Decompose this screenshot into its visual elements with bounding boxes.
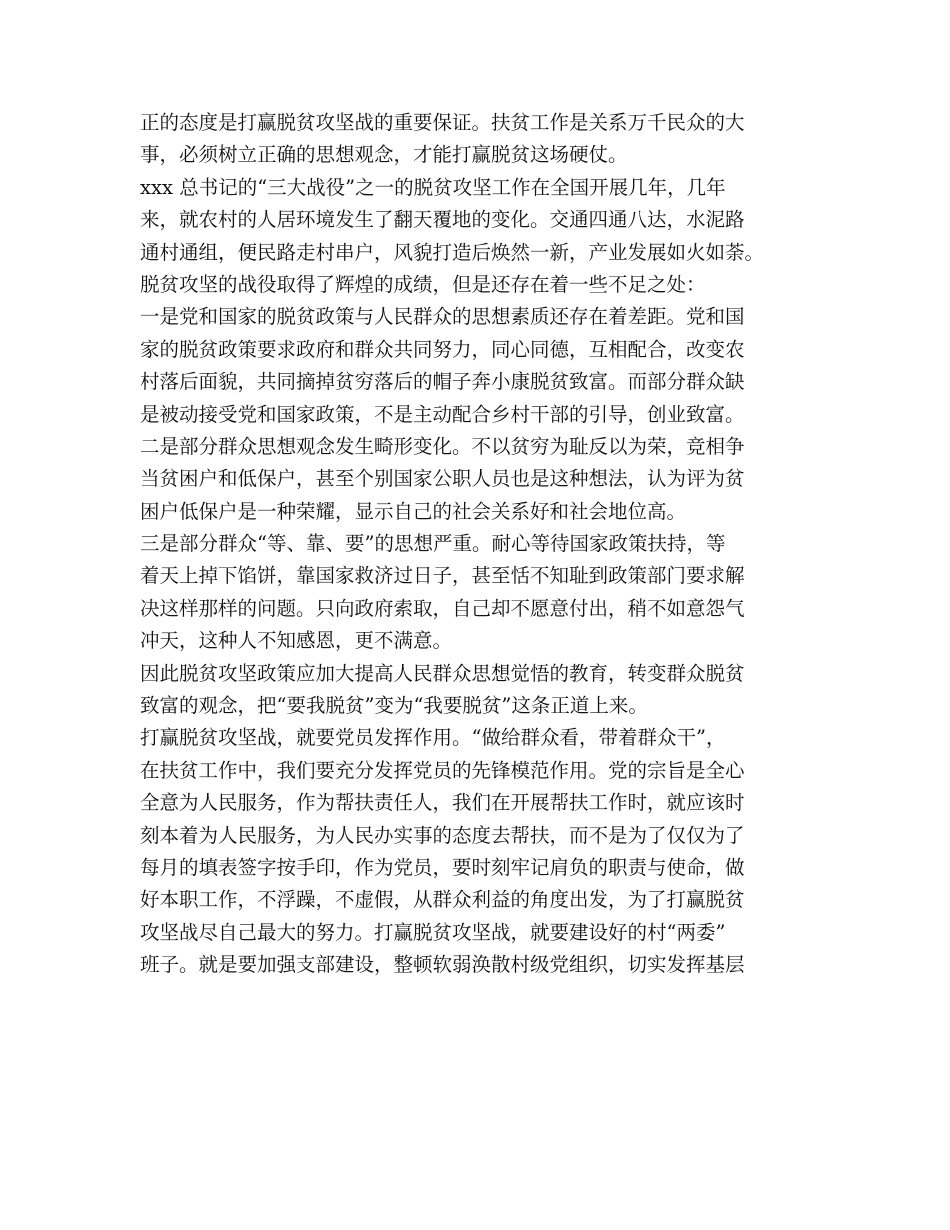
text-line: 在扶贫工作中，我们要充分发挥党员的先锋模范作用。党的宗旨是全心 [140, 758, 745, 782]
text-line: 全意为人民服务，作为帮扶责任人，我们在开展帮扶工作时，就应该时 [140, 791, 745, 815]
text-line: 攻坚战尽自己最大的努力。打赢脱贫攻坚战，就要建设好的村“两委” [140, 920, 726, 944]
text-line: 着天上掉下馅饼，靠国家救济过日子，甚至恬不知耻到政策部门要求解 [140, 564, 745, 588]
text-line: 每月的填表签字按手印，作为党员，要时刻牢记肩负的职责与使命，做 [140, 855, 745, 879]
text-line: 是被动接受党和国家政策，不是主动配合乡村干部的引导，创业致富。 [140, 402, 745, 426]
text-line: 二是部分群众思想观念发生畸形变化。不以贫穷为耻反以为荣，竞相争 [140, 434, 745, 458]
text-line: 当贫困户和低保户，甚至个别国家公职人员也是这种想法，认为评为贫 [140, 467, 745, 491]
text-line: 正的态度是打赢脱贫攻坚战的重要保证。扶贫工作是关系万千民众的大 [140, 111, 745, 134]
text-line: 来，就农村的人居环境发生了翻天覆地的变化。交通四通八达，水泥路 [140, 208, 745, 232]
text-line: 三是部分群众“等、靠、要”的思想严重。耐心等待国家政策扶持，等 [140, 532, 726, 556]
text-line: 困户低保户是一种荣耀，显示自己的社会关系好和社会地位高。 [140, 499, 687, 523]
text-line: 刻本着为人民服务，为人民办实事的态度去帮扶，而不是为了仅仅为了 [140, 823, 745, 847]
text-line: 因此脱贫攻坚政策应加大提高人民群众思想觉悟的教育，转变群众脱贫 [140, 661, 745, 685]
text-line: 冲天，这种人不知感恩，更不满意。 [140, 629, 453, 653]
text-line: 决这样那样的问题。只向政府索取，自己却不愿意付出，稍不如意怨气 [140, 596, 745, 620]
text-line: 事，必须树立正确的思想观念，才能打赢脱贫这场硬仗。 [140, 143, 628, 167]
text-line: 村落后面貌，共同摘掉贫穷落后的帽子奔小康脱贫致富。而部分群众缺 [140, 370, 745, 394]
text-line: 打赢脱贫攻坚战，就要党员发挥作用。“做给群众看，带着群众干”， [140, 726, 726, 750]
text-line: 家的脱贫政策要求政府和群众共同努力，同心同德，互相配合，改变农 [140, 337, 745, 361]
text-line: 脱贫攻坚的战役取得了辉煌的成绩，但是还存在着一些不足之处： [140, 272, 706, 296]
body-text [140, 107, 830, 982]
text-line: 致富的观念，把“要我脱贫”变为“我要脱贫”这条正道上来。 [140, 694, 648, 718]
text-line: xxx 总书记的“三大战役”之一的脱贫攻坚工作在全国开展几年，几年 [140, 175, 726, 199]
text-line: 通村通组，便民路走村串户，风貌打造后焕然一新，产业发展如火如荼。 [140, 240, 765, 264]
text-line: 班子。就是要加强支部建设，整顿软弱涣散村级党组织，切实发挥基层 [140, 953, 745, 977]
text-line: 好本职工作，不浮躁，不虚假，从群众利益的角度出发，为了打赢脱贫 [140, 888, 745, 912]
text-line: 一是党和国家的脱贫政策与人民群众的思想素质还存在着差距。党和国 [140, 305, 745, 329]
